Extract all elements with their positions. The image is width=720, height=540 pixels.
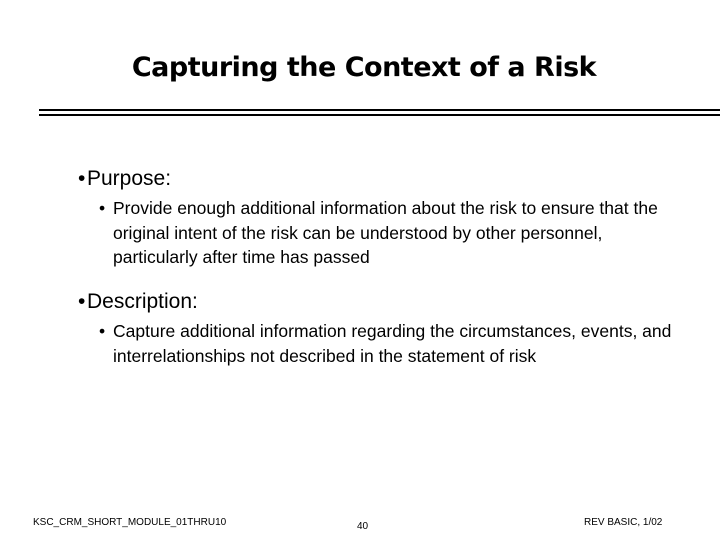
section-heading-description <box>78 289 698 315</box>
sub-bullet-icon: • <box>99 198 106 218</box>
footer-module-id: KSC_CRM_SHORT_MODULE_01THRU10 <box>33 517 227 528</box>
bullet-icon: • <box>78 290 86 313</box>
footer-page-number: 40 <box>357 521 369 532</box>
title-rule-top <box>39 109 720 111</box>
heading-text: Description: <box>87 290 198 313</box>
sub-bullet-purpose <box>78 196 673 270</box>
sub-bullet-text: Capture additional information regarding the circumstances, events, and interrelationships not described in the statement of risk <box>113 321 672 366</box>
sub-bullet-description <box>78 319 673 368</box>
section-heading-purpose <box>78 166 698 192</box>
footer-revision: REV BASIC, 1/02 <box>584 517 663 528</box>
slide-title: Capturing the Context of a Risk <box>131 52 597 83</box>
sub-bullet-text: Provide enough additional information about the risk to ensure that the original intent of the risk can be understood by other personnel, particularly after time has passed <box>113 198 658 267</box>
sub-bullet-icon: • <box>99 321 106 341</box>
bullet-icon: • <box>78 167 86 190</box>
title-rule-bottom <box>39 114 720 116</box>
section-description <box>78 289 698 368</box>
heading-text: Purpose: <box>87 167 172 190</box>
section-purpose <box>78 166 698 270</box>
